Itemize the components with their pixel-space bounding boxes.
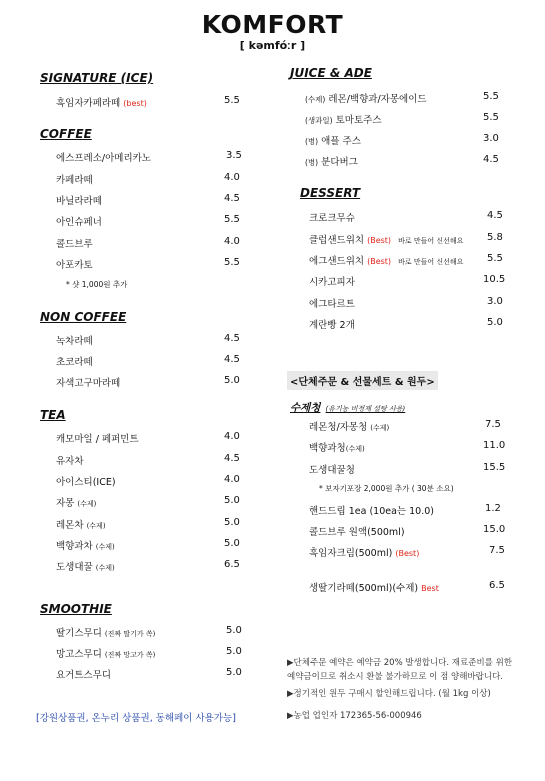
menu-item-name: 백향과차 (수제) [56, 541, 115, 552]
menu-item-price: 4.0 [224, 172, 240, 183]
menu-item-name: (수제) 레몬/백향과/자몽에이드 [305, 94, 427, 105]
group-order-heading: <단체주문 & 선물세트 & 원두> [287, 371, 438, 390]
section-tea-title: TEA [40, 408, 66, 422]
menu-item-name: 흑임자크림(500ml) (Best) [309, 548, 420, 559]
menu-item-price: 5.5 [487, 253, 503, 264]
menu-item-price: 5.8 [487, 232, 503, 243]
menu-item-price: 5.5 [483, 91, 499, 102]
menu-item-price: 5.5 [224, 95, 240, 106]
menu-item-price: 1.2 [485, 503, 501, 514]
menu-item-name: 에스프레소/아메리카노 [56, 153, 151, 164]
wrapping-note: * 보자기포장 2,000원 추가 ( 30분 소요) [319, 484, 454, 493]
menu-item-name: 아인슈페너 [56, 217, 102, 228]
menu-item-price: 4.5 [487, 210, 503, 221]
menu-item-name: 레몬청/자몽청 (수제) [309, 422, 390, 433]
menu-item-name: 자색고구마라떼 [56, 378, 121, 389]
menu-item-name: 도생대꿀청 [309, 465, 355, 476]
brand-title: KOMFORT [201, 10, 344, 39]
menu-item-price: 4.0 [224, 474, 240, 485]
menu-item-price: 5.0 [226, 625, 242, 636]
menu-item-price: 3.0 [483, 133, 499, 144]
menu-item-price: 4.0 [224, 431, 240, 442]
menu-item-name: 핸드드립 1ea (10ea는 10.0) [309, 506, 434, 517]
menu-item-name: 크로크무슈 [309, 213, 355, 224]
menu-item-price: 4.5 [483, 154, 499, 165]
menu-item-name: 콜드브루 원액(500ml) [309, 527, 405, 538]
menu-item-price: 7.5 [489, 545, 505, 556]
menu-item-name: (병) 분다버그 [305, 157, 358, 168]
syrup-subtitle: 수제청 (유기농 비정제 설탕 사용) [290, 402, 406, 414]
menu-item-price: 3.0 [487, 296, 503, 307]
menu-item-price: 5.0 [487, 317, 503, 328]
section-coffee-title: COFFEE [40, 127, 92, 141]
menu-item-name: 백향과청(수제) [309, 443, 365, 454]
menu-item-price: 5.5 [224, 257, 240, 268]
menu-item-name: 도생대꿀 (수제) [56, 562, 115, 573]
menu-item-name: (생과일) 토마토주스 [305, 115, 382, 126]
info-bean-discount: ▶정기적인 원두 구매시 할인해드립니다. (월 1kg 이상) [287, 689, 491, 699]
menu-item-name: 딸기스무디 (진짜 딸기가 쏙) [56, 628, 156, 639]
info-reservation-line: ▶단체주문 예약은 예약금 20% 발생합니다. 재료준비를 위한 [287, 658, 512, 668]
menu-item-price: 5.5 [224, 214, 240, 225]
menu-item-name: 아포카토 [56, 260, 93, 271]
menu-item-name: 클럽샌드위치 (Best) 바로 만들어 신선해요 [309, 235, 464, 246]
menu-item-price: 6.5 [489, 580, 505, 591]
menu-item-name: 자몽 (수제) [56, 498, 97, 509]
menu-item-price: 10.5 [483, 274, 506, 285]
menu-item-name: 아이스티(ICE) [56, 477, 116, 488]
menu-item-name: 에그샌드위치 (Best) 바로 만들어 신선해요 [309, 256, 464, 267]
menu-item-price: 4.5 [224, 354, 240, 365]
menu-item-price: 4.5 [224, 333, 240, 344]
menu-item-price: 11.0 [483, 440, 506, 451]
section-signature-title: SIGNATURE (ICE) [40, 71, 154, 85]
menu-item-name: 녹차라떼 [56, 336, 93, 347]
menu-item-price: 5.0 [226, 646, 242, 657]
menu-item-name: 에그타르트 [309, 299, 355, 310]
menu-item-price: 4.5 [224, 193, 240, 204]
section-non-coffee-title: NON COFFEE [40, 310, 127, 324]
menu-item-price: 5.0 [226, 667, 242, 678]
info-business-number: ▶농업 업인자 172365-56-000946 [287, 711, 422, 721]
menu-item-price: 15.0 [483, 524, 506, 535]
menu-item-name: 레몬차 (수제) [56, 520, 106, 531]
menu-item-name: 시카고피자 [309, 277, 355, 288]
menu-item-name: 콜드브루 [56, 239, 93, 250]
menu-item-name: 카페라떼 [56, 175, 93, 186]
menu-item-price: 5.0 [224, 375, 240, 386]
section-dessert-title: DESSERT [300, 186, 361, 200]
menu-item-price: 3.5 [226, 150, 242, 161]
section-smoothie-title: SMOOTHIE [40, 602, 112, 616]
menu-item-name: 생딸기라떼(500ml)(수제) Best [309, 583, 439, 594]
brand-phonetic: [ kəmfóːr ] [239, 39, 306, 52]
menu-item-name: 바닐라라떼 [56, 196, 102, 207]
menu-item-price: 5.5 [483, 112, 499, 123]
section-juice-title: JUICE & ADE [290, 66, 372, 80]
menu-item-name: 망고스무디 (진짜 망고가 쏙) [56, 649, 156, 660]
menu-item-name: 요거트스무디 [56, 670, 112, 681]
menu-item-name: 유자차 [56, 456, 84, 467]
menu-item-name: 캐모마일 / 페퍼민트 [56, 434, 139, 445]
menu-item-price: 5.0 [224, 538, 240, 549]
menu-item-name: 계란빵 2개 [309, 320, 355, 331]
menu-item-name: 흑임자카페라떼 (best) [56, 98, 147, 109]
payment-methods: [강원상품권, 온누리 상품권, 동해페이 사용가능] [36, 713, 236, 724]
menu-item-name: (병) 애플 주스 [305, 136, 361, 147]
menu-item-price: 6.5 [224, 559, 240, 570]
menu-item-price: 5.0 [224, 495, 240, 506]
menu-item-price: 4.5 [224, 453, 240, 464]
coffee-shot-note: * 샷 1,000원 추가 [66, 280, 128, 289]
menu-item-price: 7.5 [485, 419, 501, 430]
info-reservation-line-2: 예약금이므로 취소시 환불 불가하므로 이 점 양해바랍니다. [287, 672, 503, 682]
menu-item-name: 초코라떼 [56, 357, 93, 368]
menu-item-price: 15.5 [483, 462, 506, 473]
menu-item-price: 5.0 [224, 517, 240, 528]
menu-item-price: 4.0 [224, 236, 240, 247]
